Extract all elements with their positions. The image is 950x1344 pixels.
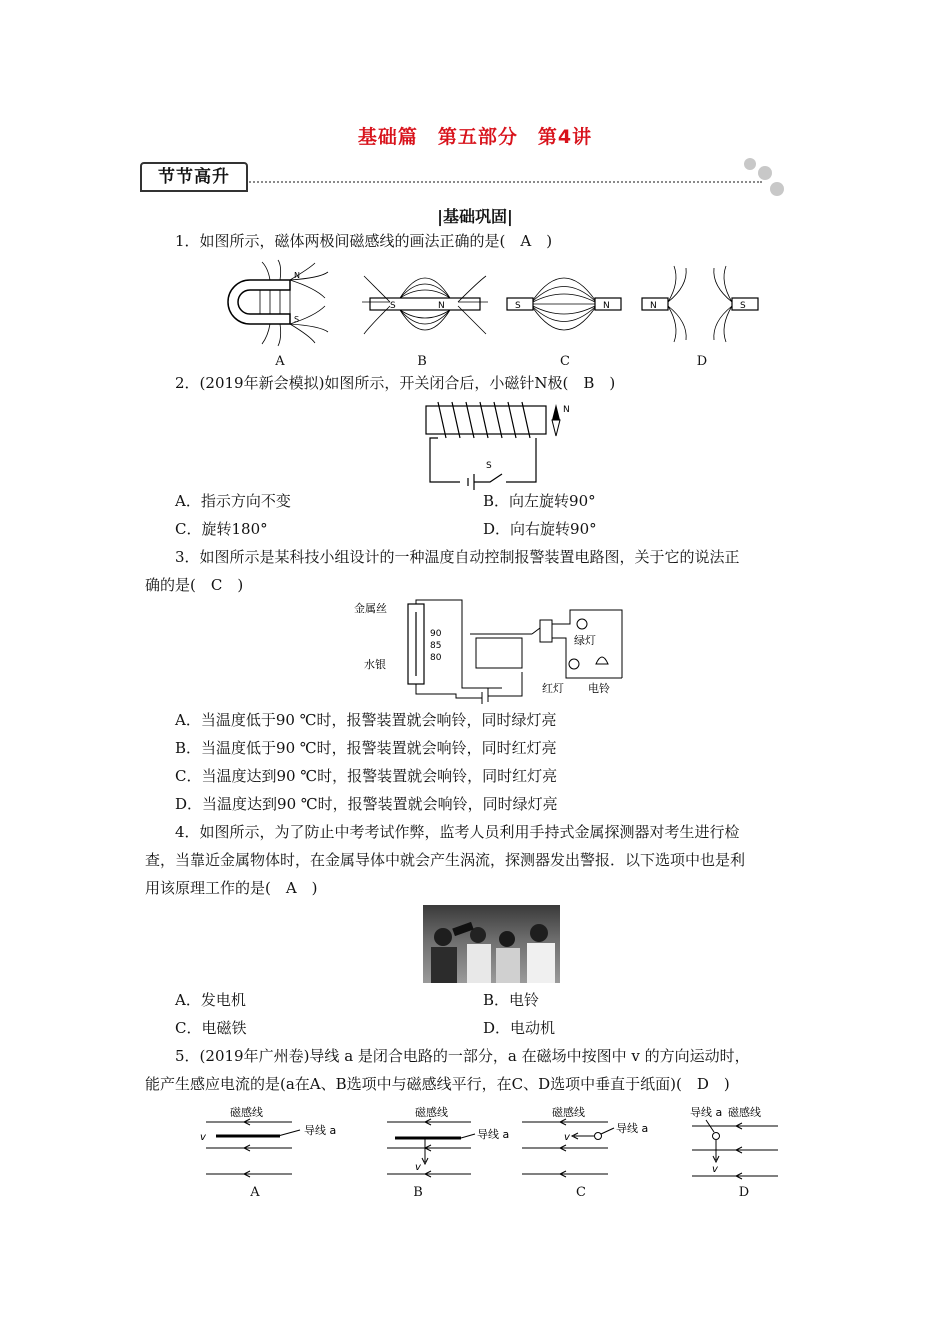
svg-text:N: N: [294, 271, 300, 280]
q3-option-a: A．当温度低于90 ℃时，报警装置就会响铃，同时绿灯亮: [175, 711, 557, 729]
q1-c-pole-n: N: [603, 301, 610, 311]
decor-dot: [744, 158, 756, 170]
q3-mark-85: 85: [430, 641, 442, 651]
q5-b-wire-label: 导线 a: [477, 1128, 510, 1141]
q4-stem-line2: 查，当靠近金属物体时，在金属导体中就会产生涡流，探测器发出警报．以下选项中也是利: [145, 851, 746, 869]
q2-needle-label: N: [563, 405, 570, 415]
q3-mark-80: 80: [430, 653, 442, 663]
q1-label-b: B: [417, 354, 427, 369]
q1-b-pole-s: S: [390, 301, 396, 311]
q2-option-b: B．向左旋转90°: [483, 492, 596, 510]
q1-c-pole-s: S: [515, 301, 521, 311]
q4-stem-line1: 4．如图所示，为了防止中考考试作弊，监考人员利用手持式金属探测器对考生进行检: [175, 823, 740, 841]
q5-label-d: D: [738, 1185, 750, 1200]
q1-label-c: C: [560, 354, 570, 369]
page-title: 基础篇 第五部分 第4讲: [357, 126, 593, 148]
q3-stem-line2: 确的是( C ): [145, 576, 244, 594]
q2-option-d: D．向右旋转90°: [483, 520, 597, 538]
q3-green-label: 绿灯: [574, 634, 596, 647]
banner-label: 节节高升: [140, 162, 248, 192]
q1-label-d: D: [696, 354, 708, 369]
q3-mark-90: 90: [430, 629, 442, 639]
q5-a-v: v: [200, 1132, 206, 1143]
q1-d-pole-s: S: [740, 301, 746, 311]
q3-stem-line1: 3．如图所示是某科技小组设计的一种温度自动控制报警装置电路图，关于它的说法正: [175, 548, 740, 566]
q5-diagram-a: [200, 1104, 350, 1184]
q2-stem: 2．(2019年新会模拟)如图所示，开关闭合后，小磁针N极( B ): [175, 374, 616, 392]
q1-b-pole-n: N: [438, 301, 445, 311]
q1-diagram-c: [505, 262, 625, 347]
q5-b-field-label: 磁感线: [415, 1106, 448, 1119]
q4-option-a: A．发电机: [175, 991, 246, 1009]
q4-stem-line3: 用该原理工作的是( A ): [145, 879, 318, 897]
q1-label-a: A: [275, 354, 285, 369]
q3-option-b: B．当温度低于90 ℃时，报警装置就会响铃，同时红灯亮: [175, 739, 557, 757]
section-heading: |基础巩固|: [437, 207, 513, 226]
q2-switch-label: S: [486, 461, 492, 471]
q5-b-v: v: [415, 1162, 421, 1173]
q5-stem-line1: 5．(2019年广州卷)导线 a 是闭合电路的一部分，a 在磁场中按图中 v 的方向运动时，: [175, 1047, 750, 1065]
q5-diagram-b: [385, 1104, 525, 1184]
q4-option-d: D．电动机: [483, 1019, 556, 1037]
q3-bell-label: 电铃: [588, 682, 610, 695]
q1-stem: 1．如图所示，磁体两极间磁感线的画法正确的是( A ): [175, 232, 553, 250]
q1-d-pole-n: N: [650, 301, 657, 311]
q1-diagram-a: [220, 258, 330, 348]
q5-stem-line2: 能产生感应电流的是(a在A、B选项中与磁感线平行，在C、D选项中垂直于纸面)( D ): [145, 1075, 730, 1093]
q5-d-v: v: [712, 1164, 718, 1175]
banner-divider: [242, 181, 762, 183]
q3-red-label: 红灯: [542, 682, 564, 695]
q5-label-c: C: [576, 1185, 586, 1200]
q5-diagram-d: [690, 1104, 820, 1184]
svg-text:S: S: [294, 315, 300, 324]
section-banner: [138, 156, 788, 198]
q1-diagram-b: [360, 262, 490, 347]
q5-label-b: B: [413, 1185, 423, 1200]
q5-c-v: v: [564, 1132, 570, 1143]
q4-option-c: C．电磁铁: [175, 1019, 247, 1037]
decor-dot: [758, 166, 772, 180]
q3-option-c: C．当温度达到90 ℃时，报警装置就会响铃，同时红灯亮: [175, 767, 558, 785]
q5-a-wire-label: 导线 a: [304, 1124, 337, 1137]
q5-d-wire-label: 导线 a: [690, 1106, 723, 1119]
q5-c-wire-label: 导线 a: [616, 1122, 649, 1135]
q3-mercury-label: 水银: [364, 658, 386, 671]
q5-a-field-label: 磁感线: [230, 1106, 263, 1119]
q4-exam-photo: [423, 905, 560, 983]
q5-diagram-c: [520, 1104, 660, 1184]
q1-diagram-d: [640, 262, 760, 347]
decor-dot: [770, 182, 784, 196]
q2-option-c: C．旋转180°: [175, 520, 268, 538]
q3-alarm-circuit: [352, 598, 637, 703]
q5-label-a: A: [250, 1185, 260, 1200]
q3-option-d: D．当温度达到90 ℃时，报警装置就会响铃，同时绿灯亮: [175, 795, 558, 813]
q5-c-field-label: 磁感线: [552, 1106, 585, 1119]
q5-d-field-label: 磁感线: [728, 1106, 761, 1119]
q2-option-a: A．指示方向不变: [175, 492, 291, 510]
q2-circuit-diagram: [420, 398, 570, 488]
q4-option-b: B．电铃: [483, 991, 540, 1009]
q3-wire-label: 金属丝: [354, 602, 387, 615]
